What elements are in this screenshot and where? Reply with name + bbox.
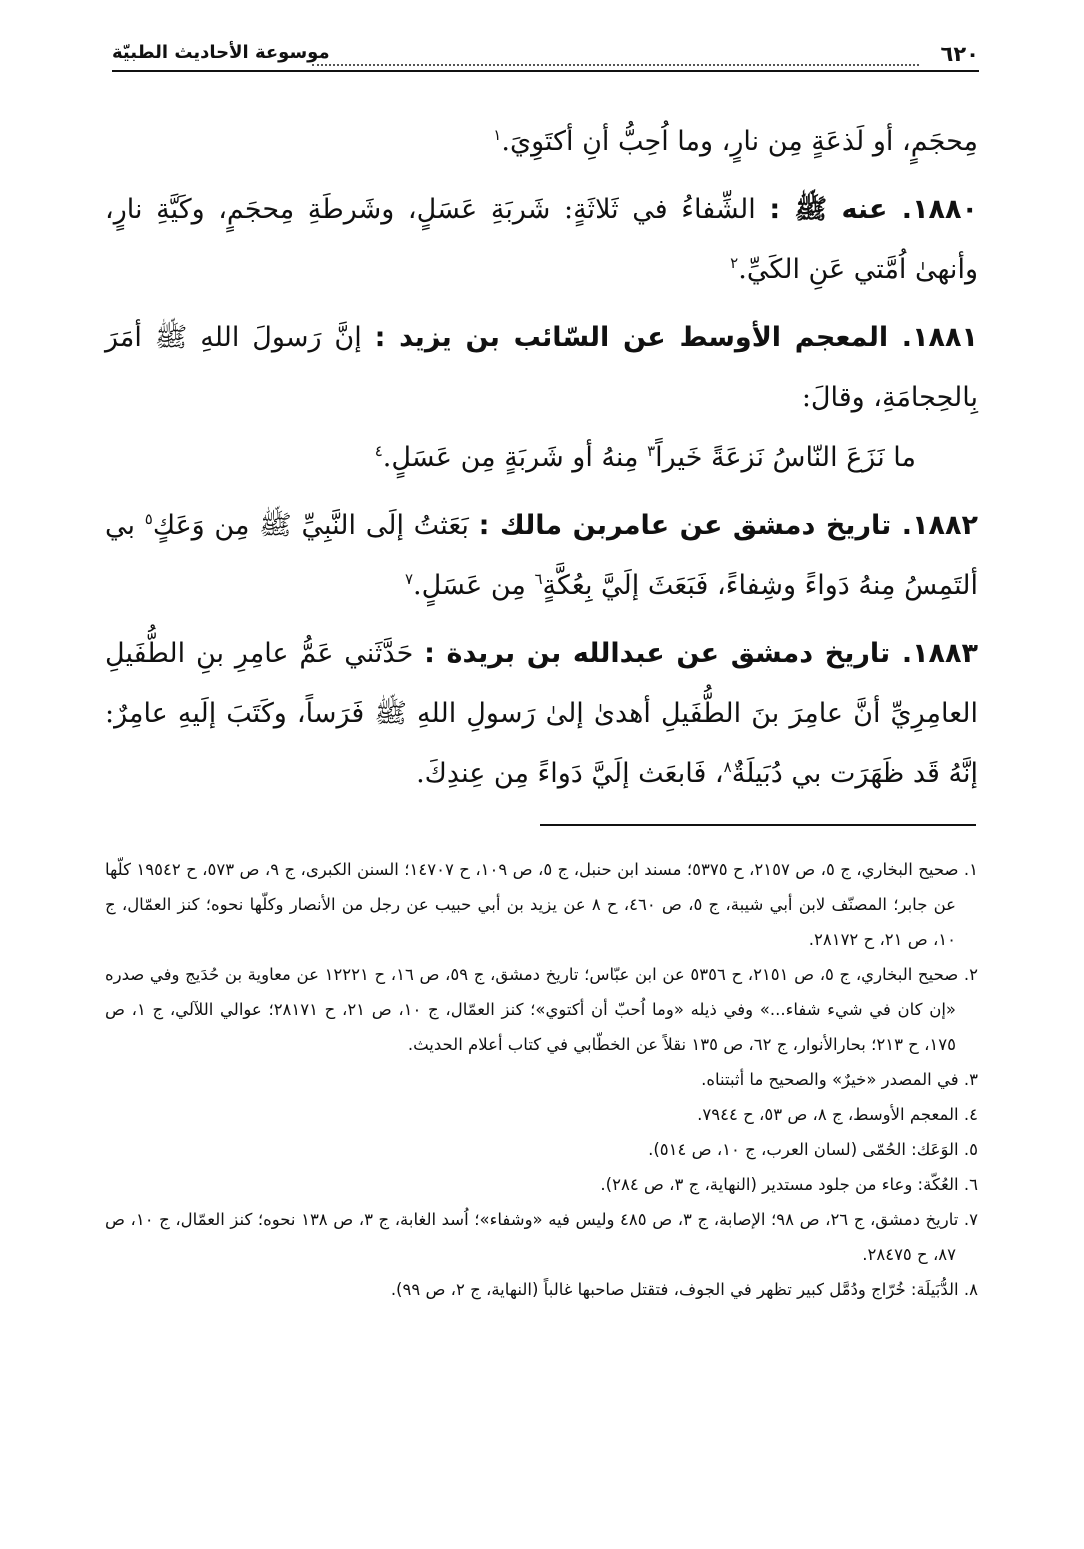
footnote-ref[interactable]: ٣ bbox=[647, 442, 656, 460]
hadith-text: إنَّ رَسولَ اللهِ ﷺ أمَرَ بِالحِجامَةِ، وقالَ: bbox=[105, 322, 978, 413]
hadith-lead: ١٨٨١. المعجم الأوسط عن السّائب بن يزيد : bbox=[374, 322, 978, 353]
hadith-text: مِنهُ أو شَربَةٍ مِن عَسَلٍ. bbox=[382, 442, 639, 473]
footnote-6: ٦. العُكّة: وعاء من جلود مستدير (النهاية، ج ٣، ص ٢٨٤). bbox=[600, 1175, 978, 1194]
continuation-text: مِحجَمٍ، أو لَذعَةٍ مِن نارٍ، وما اُحِبُّ أنِ أكتَوِيَ. bbox=[501, 126, 978, 157]
footnote-ref[interactable]: ٨ bbox=[723, 758, 732, 776]
footnote-1: ١. صحيح البخاري، ج ٥، ص ٢١٥٧، ح ٥٣٧٥؛ مسند ابن حنبل، ج ٥، ص ١٠٩، ح ١٤٧٠٧؛ السنن الكبرى، ج ٩، ص ٥٧٣، ح ١٩٥٤٢ كلّها عن جابر؛ المصنّف لابن أبي شيبة، ج ٥، ص ٤٦٠، ح ٨ عن يزيد بن أبي حبيب عن رجل من الأنصار وكلّها نحوه؛ كنز العمّال، ج ١٠، ص ٢١، ح ٢٨١٧٢. bbox=[105, 860, 979, 949]
page-number: ٦٢٠ bbox=[940, 42, 979, 66]
hadith-text: الشِّفاءُ في ثَلاثَةٍ: شَربَةِ عَسَلٍ، وشَرطَةِ مِحجَمٍ، وكَيَّةِ نارٍ، وأنهىٰ اُمَّتي عَنِ الكَيِّ. bbox=[105, 194, 978, 285]
hadith-1880 bbox=[105, 180, 978, 300]
footnotes bbox=[105, 852, 978, 1307]
footnote-ref[interactable]: ٦ bbox=[534, 570, 543, 588]
hadith-text: بي ألتَمِسُ مِنهُ دَواءً وشِفاءً، فَبَعَثَ إلَيَّ بِعُكَّةٍ bbox=[105, 510, 978, 601]
hadith-1882 bbox=[105, 496, 978, 616]
footnote-ref[interactable]: ٤ bbox=[374, 442, 383, 460]
footnote-7: ٧. تاريخ دمشق، ج ٢٦، ص ٩٨؛ الإصابة، ج ٣، ص ٤٨٥ وليس فيه «وشفاء»؛ اُسد الغابة، ج ٣، ص ١٣٨ نحوه؛ كنز العمّال، ج ١٠، ص ٨٧، ح ٢٨٤٧٥. bbox=[105, 1210, 979, 1264]
header-rule bbox=[112, 70, 979, 72]
hadith-lead: ١٨٨٣. تاريخ دمشق عن عبدالله بن بريدة : bbox=[424, 638, 978, 669]
hadith-lead: ١٨٨٠. عنه ﷺ : bbox=[769, 194, 978, 225]
footnote-ref[interactable]: ٥ bbox=[144, 510, 153, 528]
hadith-1881 bbox=[105, 308, 978, 488]
header-dotted-leader bbox=[312, 64, 919, 66]
hadith-1883 bbox=[105, 624, 978, 804]
hadith-text: ، فَابعَث إلَيَّ دَواءً مِن عِندِكَ. bbox=[416, 758, 724, 789]
footnote-5: ٥. الوَعَك: الحُمّى (لسان العرب، ج ١٠، ص ٥١٤). bbox=[648, 1140, 978, 1159]
hadith-continuation bbox=[105, 112, 978, 172]
running-title: موسوعة الأحاديث الطبيّة bbox=[112, 42, 330, 63]
hadith-text: حَدَّثَني عَمُّ عامِرِ بنِ الطُّفَيلِ العامِرِيِّ أنَّ عامِرَ بنَ الطُّفَيلِ أهدىٰ إلىٰ رَسولِ اللهِ ﷺ فَرَساً، وكَتَبَ إلَيهِ عامِرٌ: إنَّهُ قَد ظَهَرَت بي دُبَيلَةٌ bbox=[105, 638, 978, 789]
hadith-text: بَعَثتُ إلَى النَّبِيِّ ﷺ مِن وَعَكٍ bbox=[152, 510, 469, 541]
footnote-separator bbox=[540, 824, 976, 826]
footnote-ref[interactable]: ١ bbox=[493, 126, 502, 144]
hadith-lead: ١٨٨٢. تاريخ دمشق عن عامربن مالك : bbox=[478, 510, 978, 541]
footnote-3: ٣. في المصدر «خيرٌ» والصحيح ما أثبتناه. bbox=[701, 1070, 978, 1089]
footnote-ref[interactable]: ٢ bbox=[730, 254, 739, 272]
page-header bbox=[112, 38, 979, 72]
footnote-8: ٨. الدُّبَيلَة: خُرّاج ودُمَّل كبير تظهر في الجوف، فتقتل صاحبها غالباً (النهاية، ج ٢، ص ٩٩). bbox=[390, 1280, 978, 1299]
hadith-text: مِن عَسَلٍ. bbox=[413, 570, 526, 601]
footnote-4: ٤. المعجم الأوسط، ج ٨، ص ٥٣، ح ٧٩٤٤. bbox=[697, 1105, 978, 1124]
footnote-2: ٢. صحيح البخاري، ج ٥، ص ٢١٥١، ح ٥٣٥٦ عن ابن عبّاس؛ تاريخ دمشق، ج ٥٩، ص ١٦، ح ١٢٢٢١ عن معاوية بن حُدَيج وفي صدره «إن كان في شيء شفاء...» وفي ذيله «وما اُحبّ أن أكتوي»؛ كنز العمّال، ج ١٠، ص ٢١، ح ٢٨١٧١؛ عوالي اللآلي، ج ١، ص ١٧٥، ح ٢١٣؛ بحارالأنوار، ج ٦٢، ص ١٣٥ نقلاً عن الخطّابي في كتاب أعلام الحديث. bbox=[105, 965, 978, 1054]
hadith-text-indent bbox=[375, 442, 978, 473]
footnote-ref[interactable]: ٧ bbox=[404, 570, 414, 588]
hadith-text: ما نَزَعَ النّاسُ نَزعَةً خَيراً bbox=[655, 442, 916, 473]
main-text bbox=[105, 112, 978, 812]
